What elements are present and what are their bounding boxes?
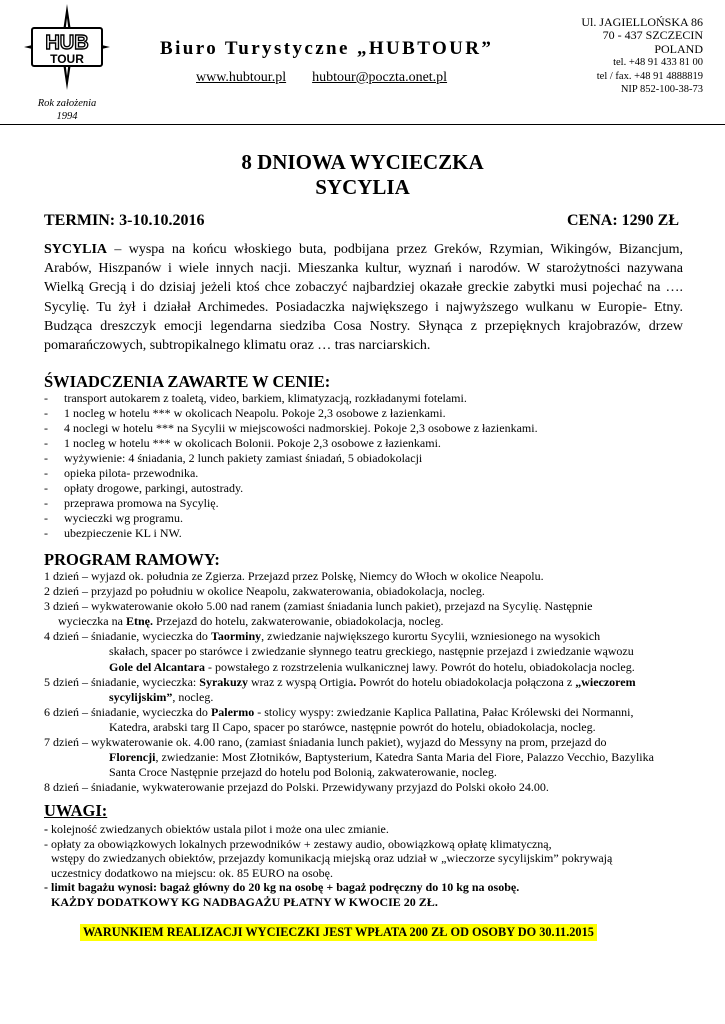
program-day-5: 5 dzień – śniadanie, wycieczka: Syrakuzy wraz z wyspą Ortigia. Powrót do hotelu obiadokolacja połączona z „wieczorem [44,674,636,689]
list-item: - opieka pilota- przewodnika. [44,466,199,480]
program-day-4-cont: skałach, spacer po starówce i zwiedzanie słynnego teatru greckiego, następnie przejazd i zwiedzanie wąwozu [109,644,634,659]
program-day-8: 8 dzień – śniadanie, wykwaterowanie przejazd do Polski. Przewidywany przyjazd do Polski około 24.00. [44,780,549,795]
program-day-7-cont2: Santa Croce Następnie przejazd do hotelu pod Bolonią, zakwaterowanie, nocleg. [109,765,497,780]
address-phone: tel. +48 91 433 81 00 [613,57,703,69]
website-link[interactable]: www.hubtour.pl [196,70,287,85]
email-link[interactable]: hubtour@poczta.onet.pl [312,70,448,85]
note-fees-cont2: uczestnicy dodatkowo na miejscu: ok. 85 EURO na osobę. [51,865,333,880]
contact-links [196,70,447,86]
list-item: - przeprawa promowa na Sycylię. [44,496,219,510]
program-heading: PROGRAM RAMOWY: [44,550,220,569]
list-item: - 1 nocleg w hotelu *** w okolicach Bolonii. Pokoje 2,3 osobowe z łazienkami. [44,436,441,450]
trip-price: CENA: 1290 ZŁ [566,212,679,229]
company-name: Biuro Turystyczne „HUBTOUR” [160,38,494,59]
list-item: - 4 noclegi w hotelu *** na Sycylii w miejscowości nadmorskiej. Pokoje 2,3 osobowe z łazienkami. [44,421,538,435]
program-day-7: 7 dzień – wykwaterowanie ok. 4.00 rano, (zamiast śniadania lunch pakiet), wyjazd do Messyny na prom, przejazd do [44,735,607,750]
notes-list [44,822,684,910]
program-day-3: 3 dzień – wykwaterowanie około 5.00 nad ranem (zamiast śniadania lunch pakiet), przejazd na Sycylię. Następnie [44,599,593,614]
list-item: - ubezpieczenie KL i NW. [44,526,182,540]
address-country: POLAND [654,41,703,56]
note-fees-cont: wstępy do zwiedzanych obiektów, przejazdy komunikacją miejską oraz udział w „wieczorze sycylijskim” pokrywają [51,851,613,866]
address-street: Ul. JAGIELLOŃSKA 86 [581,15,703,29]
program-day-4: 4 dzień – śniadanie, wycieczka do Taorminy, zwiedzanie największego kurortu Sycylii, wzniesionego na wysokich [44,629,601,644]
note-baggage-extra: KAŻDY DODATKOWY KG NADBAGAŻU PŁATNY W KWOCIE 20 ZŁ. [51,894,438,909]
list-item: - transport autokarem z toaletą, video, barkiem, klimatyzacją, rozkładanymi fotelami. [44,391,467,405]
program-day-7-cont: Florencji, zwiedzanie: Most Złotników, Baptysterium, Katedra Santa Maria del Fiore, Palazzo Vecchio, Bazylika [109,750,654,765]
note-baggage: - limit bagażu wynosi: bagaż główny do 20 kg na osobę + bagaż podręczny do 10 kg na osobę. [44,880,520,895]
note-fees: - opłaty za obowiązkowych lokalnych przewodników + zestawy audio, obowiązkową opłatę klimatyczną, [44,836,552,851]
founded-caption [24,97,110,123]
logo-text-tour: TOUR [50,52,84,66]
included-list [44,391,684,541]
program-day-4-cont2: Gole del Alcantara - powstałego z rozstrzelenia wulkanicznej lawy. Powrót do hotelu, obiadokolacja nocleg. [109,659,635,674]
list-item: - wycieczki wg programu. [44,511,183,525]
founded-label: Rok założenia [37,98,97,109]
address-fax: tel / fax. +48 91 4888819 [596,70,703,82]
program-day-2: 2 dzień – przyjazd po południu w okolice Neapolu, zakwaterowania, obiadokolacja, nocleg. [44,584,485,599]
intro-bold: SYCYLIA [44,242,108,257]
included-heading: ŚWIADCZENIA ZAWARTE W CENIE: [44,372,331,391]
program-day-1: 1 dzień – wyjazd ok. południa ze Zgierza. Przejazd przez Polskę, Niemcy do Włoch w okolice Neapolu. [44,569,544,583]
list-item: - wyżywienie: 4 śniadania, 2 lunch pakiety zamiast śniadań, 5 obiadokolacji [44,451,423,465]
intro-text: – wyspa na końcu włoskiego buta, podbijana przez Greków, Rzymian, Wikingów, Bizancjum, Arabów, Hiszpanów i wiele innych nacji. Mieszanka kultur, wyznań i narodów. W starożytności nazywana Wielką Grecją i do dzisiaj jeżeli ktoś chce zobaczyć najbardziej okazałe greckie zabytki musi pojechać na …. Sycylię. Tu żył i działał Archimedes. Posiadaczka największego i najwyższego wulkanu w Europie- Etny. Budząca dreszczyk emocji legendarna siedziba Cosa Nostry. Słynąca z przepięknych krajobrazów, drzew pomarańczowych, subtropikalnego klimatu oraz … tras narciarskich. [44,242,683,354]
program-day-3-cont: wycieczka na Etnę. Przejazd do hotelu, zakwaterowanie, obiadokolacja, nocleg. [58,614,444,629]
program-day-5-cont: sycylijskim”, nocleg. [109,689,214,704]
program-day-6: 6 dzień – śniadanie, wycieczka do Palermo - stolicy wyspy: zwiedzanie Kaplica Pallatina, Pałac Królewski dei Normanni, [44,704,634,719]
address-city: 70 - 437 SZCZECIN [602,28,703,43]
notes-heading: UWAGI: [44,801,108,820]
intro-paragraph [44,240,683,355]
list-item: - opłaty drogowe, parkingi, autostrady. [44,481,244,495]
founded-year: 1994 [56,111,78,122]
header-divider [0,124,725,125]
payment-warning: WARUNKIEM REALIZACJI WYCIECZKI JEST WPŁATA 200 ZŁ OD OSOBY DO 30.11.2015 [80,924,597,941]
logo-text-hub: HUB [45,32,89,54]
company-address [543,16,703,96]
trip-dates: TERMIN: 3-10.10.2016 [44,212,205,229]
note-order: - kolejność zwiedzanych obiektów ustala pilot i może ona ulec zmianie. [44,822,389,836]
program-list [44,569,694,795]
page-title: 8 DNIOWA WYCIECZKA [241,150,484,174]
page-subtitle: SYCYLIA [315,175,410,199]
hubtour-logo [24,4,110,90]
program-day-6-cont: Katedra, arabski targ Il Capo, spacer po starówce, następnie powrót do hotelu, obiadokolacja, nocleg. [109,719,596,734]
address-nip: NIP 852-100-38-73 [620,84,703,96]
list-item: - 1 nocleg w hotelu *** w okolicach Neapolu. Pokoje 2,3 osobowe z łazienkami. [44,406,446,420]
